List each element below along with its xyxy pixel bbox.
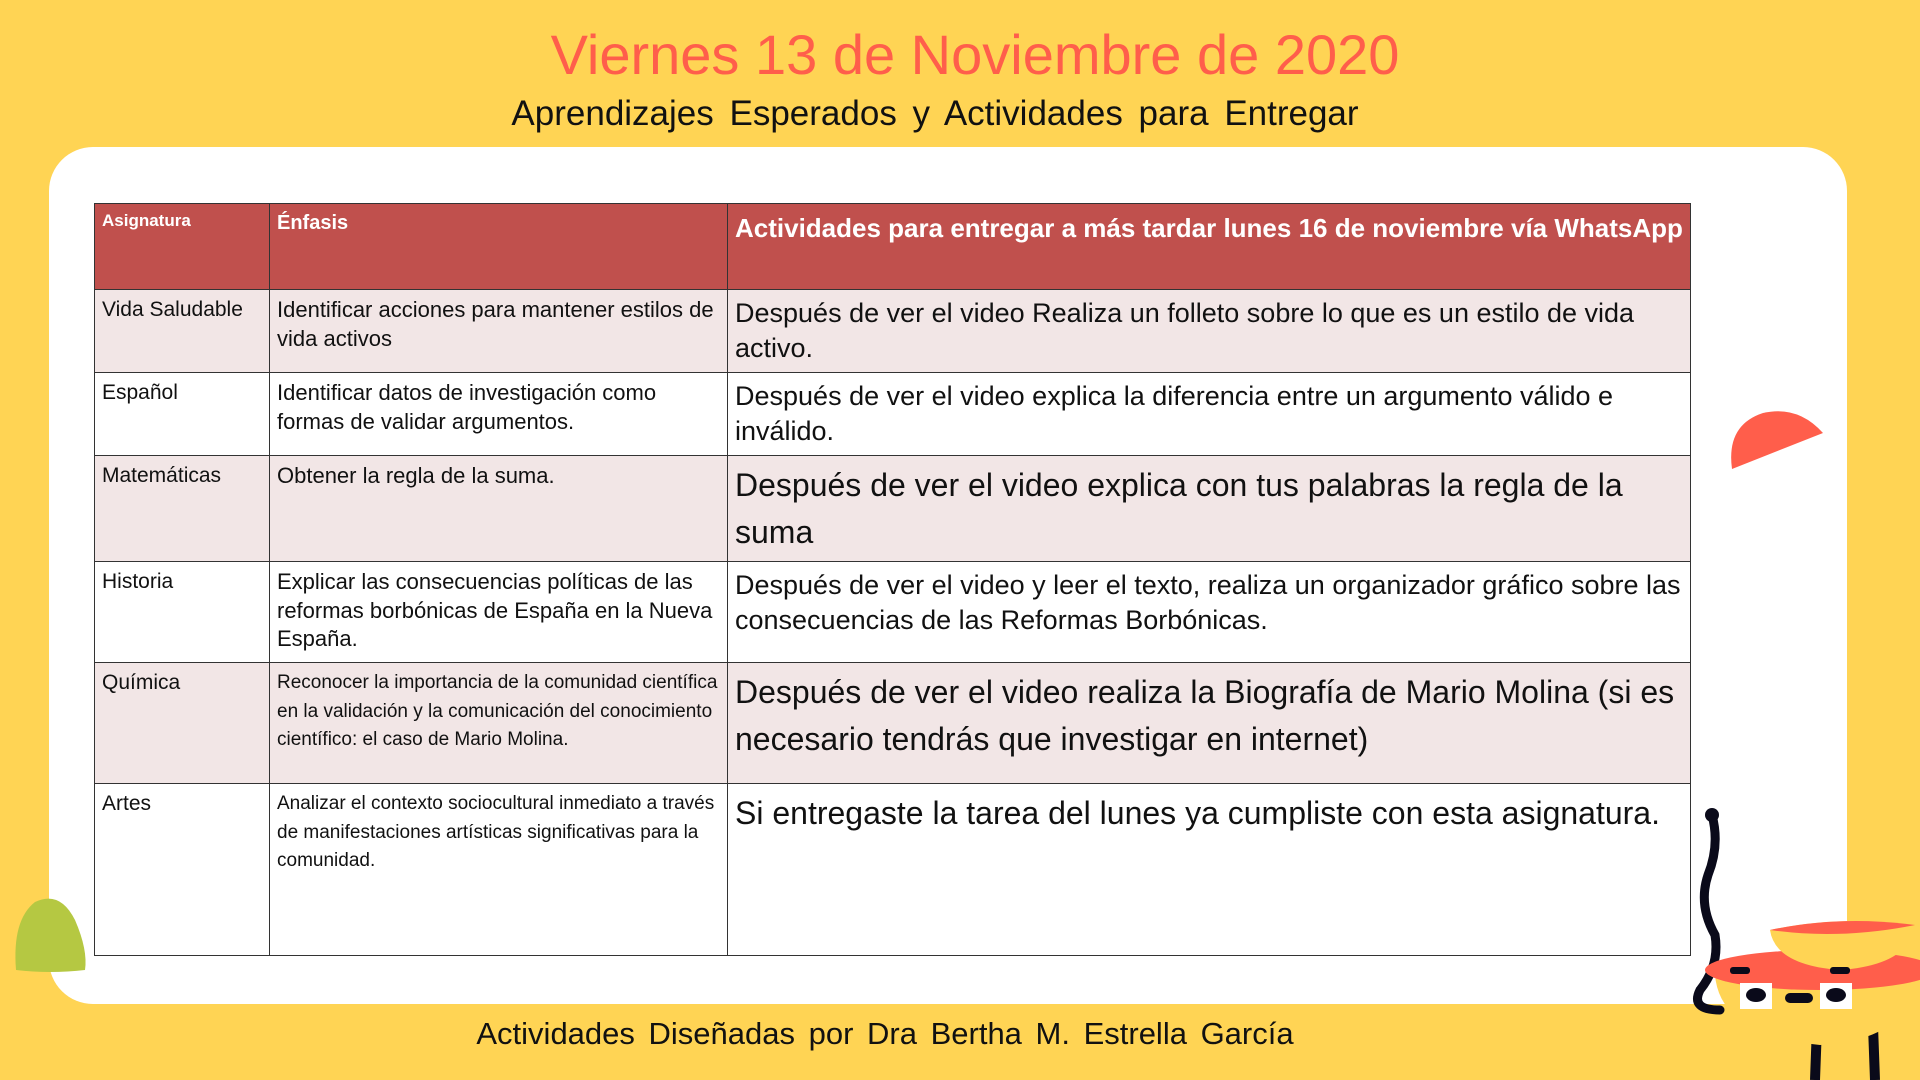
table-header-row: [95, 204, 1691, 290]
subject-cell: Vida Saludable: [95, 290, 270, 373]
table-row: [95, 456, 1691, 562]
column-header-activities: Actividades para entregar a más tardar lunes 16 de noviembre vía WhatsApp: [728, 204, 1691, 290]
emphasis-cell: Reconocer la importancia de la comunidad científica en la validación y la comunicación del conocimiento científico: el caso de Mario Molina.: [270, 663, 728, 784]
subject-cell: Historia: [95, 562, 270, 663]
column-header-emphasis: Énfasis: [270, 204, 728, 290]
activity-cell: Después de ver el video explica la diferencia entre un argumento válido e inválido.: [728, 373, 1691, 456]
emphasis-cell: Obtener la regla de la suma.: [270, 456, 728, 562]
activity-cell: Después de ver el video explica con tus palabras la regla de la suma: [728, 456, 1691, 562]
page-subtitle: Aprendizajes Esperados y Actividades para Entregar: [511, 94, 1359, 133]
table-row: [95, 373, 1691, 456]
green-blob-decoration: [10, 890, 90, 980]
emphasis-cell: Identificar datos de investigación como formas de validar argumentos.: [270, 373, 728, 456]
activity-cell: Después de ver el video y leer el texto, realiza un organizador gráfico sobre las consecuencias de las Reformas Borbónicas.: [728, 562, 1691, 663]
activities-table: [94, 203, 1691, 956]
activity-cell: Después de ver el video realiza la Biografía de Mario Molina (si es necesario tendrás que investigar en internet): [728, 663, 1691, 784]
subject-cell: Español: [95, 373, 270, 456]
footer-credit: Actividades Diseñadas por Dra Bertha M. Estrella García: [476, 1016, 1294, 1051]
activity-cell: Si entregaste la tarea del lunes ya cumpliste con esta asignatura.: [728, 784, 1691, 956]
table-row: [95, 784, 1691, 956]
emphasis-cell: Explicar las consecuencias políticas de las reformas borbónicas de España en la Nueva España.: [270, 562, 728, 663]
activity-cell: Después de ver el video Realiza un folleto sobre lo que es un estilo de vida activo.: [728, 290, 1691, 373]
cartoon-character-decoration: [1690, 805, 1920, 1080]
subject-cell: Matemáticas: [95, 456, 270, 562]
subject-cell: Artes: [95, 784, 270, 956]
red-half-circle-decoration: [1728, 405, 1828, 475]
table-row: [95, 290, 1691, 373]
subject-cell: Química: [95, 663, 270, 784]
emphasis-cell: Identificar acciones para mantener estilos de vida activos: [270, 290, 728, 373]
table-row: [95, 663, 1691, 784]
page-title: Viernes 13 de Noviembre de 2020: [550, 23, 1400, 86]
table-row: [95, 562, 1691, 663]
column-header-subject: Asignatura: [95, 204, 270, 290]
emphasis-cell: Analizar el contexto sociocultural inmediato a través de manifestaciones artísticas significativas para la comunidad.: [270, 784, 728, 956]
